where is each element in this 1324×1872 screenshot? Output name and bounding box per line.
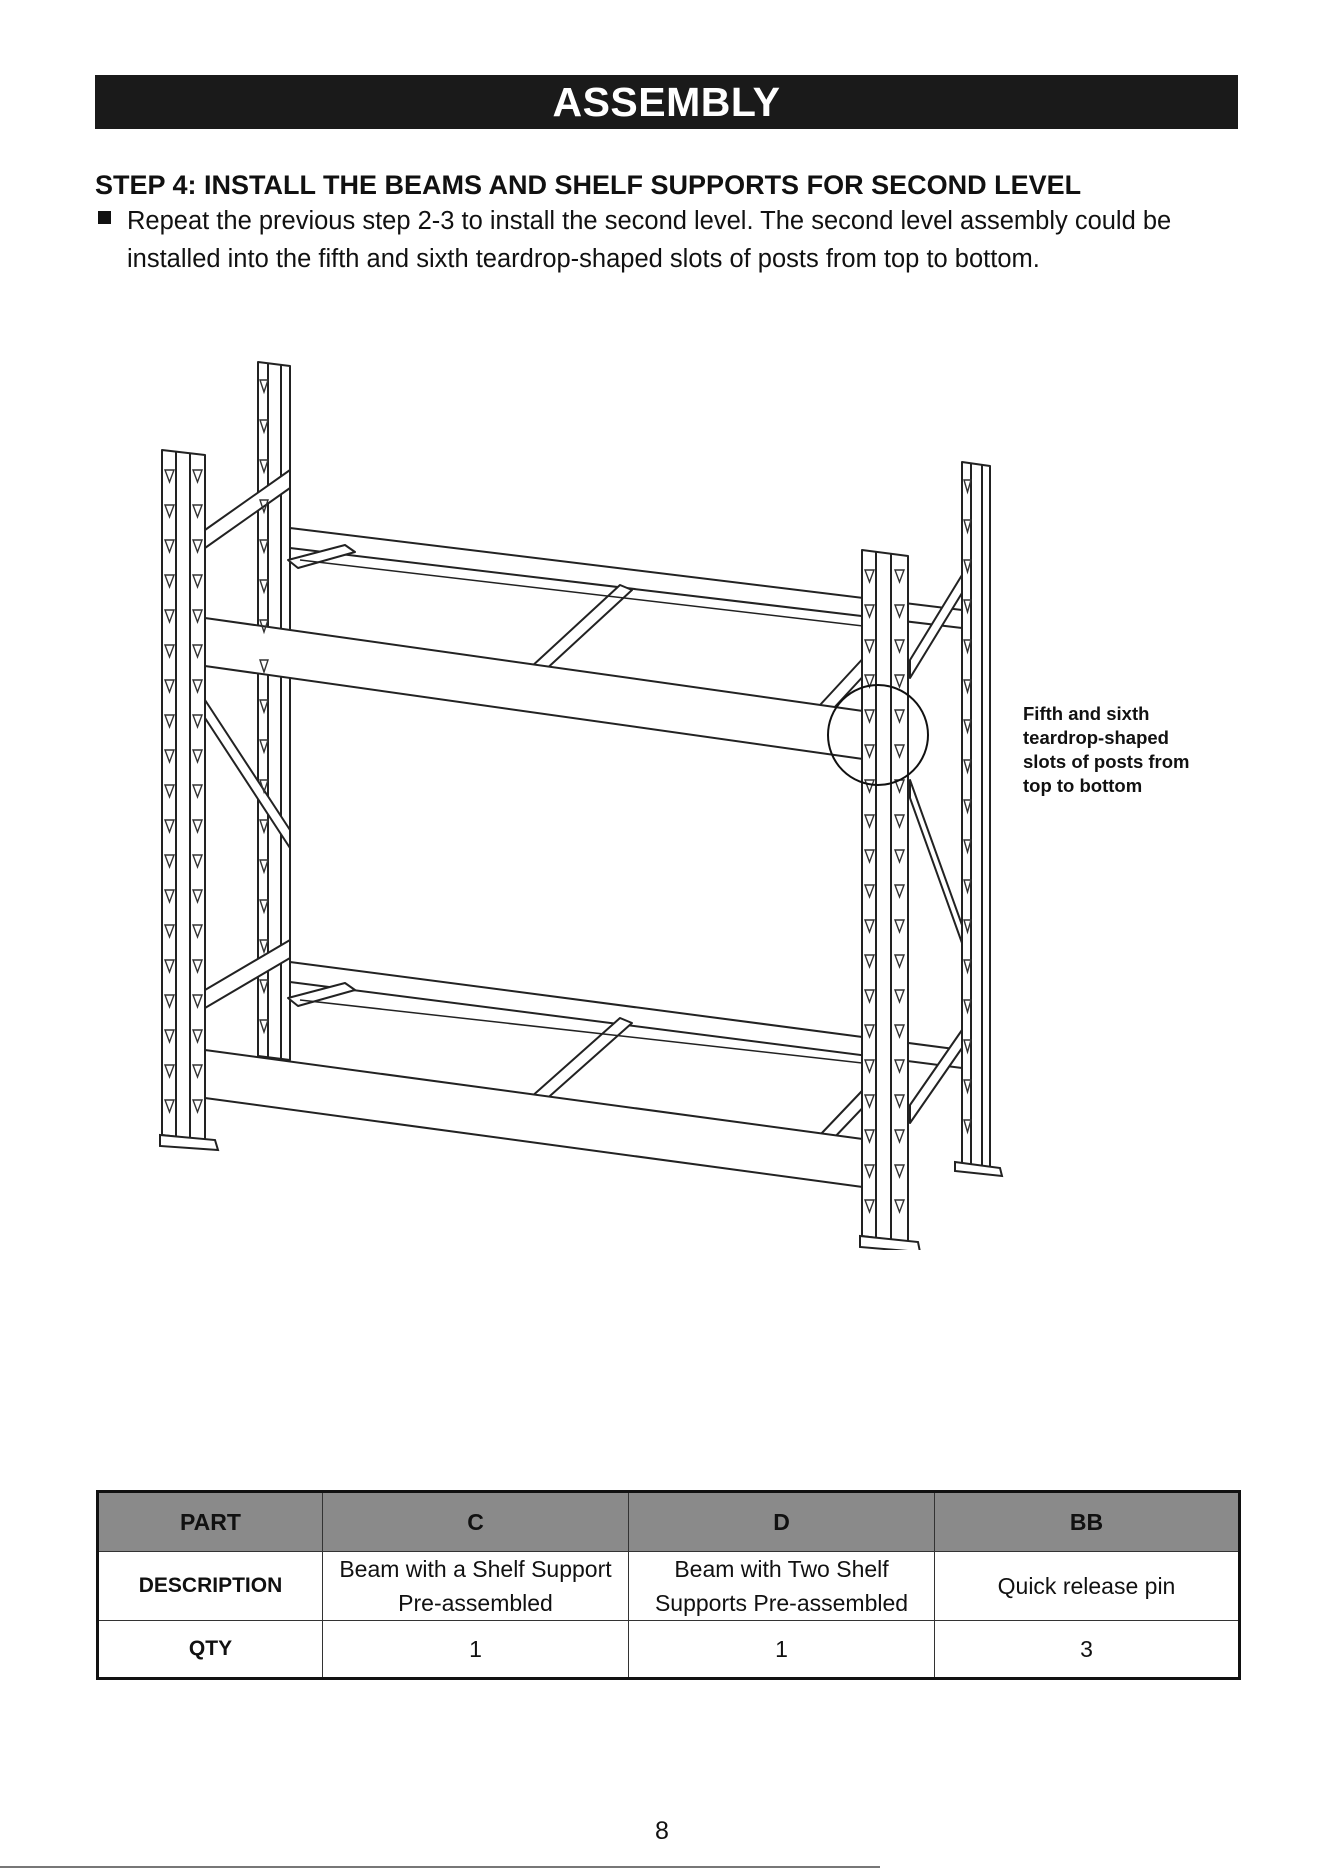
description-bb bbox=[935, 1552, 1240, 1621]
description-d bbox=[629, 1552, 935, 1621]
table-row-description bbox=[98, 1552, 1240, 1621]
front-beam-lower bbox=[205, 1050, 870, 1188]
description-c bbox=[323, 1552, 629, 1621]
part-bb: BB bbox=[935, 1492, 1240, 1552]
callout-line: top to bottom bbox=[1023, 775, 1143, 796]
row-label-qty: QTY bbox=[98, 1621, 323, 1679]
callout-line: Fifth and sixth bbox=[1023, 703, 1150, 724]
part-c: C bbox=[323, 1492, 629, 1552]
slot-callout-label bbox=[1023, 702, 1223, 798]
part-d: D bbox=[629, 1492, 935, 1552]
step-title: STEP 4: INSTALL THE BEAMS AND SHELF SUPPORTS FOR SECOND LEVEL bbox=[95, 170, 1082, 200]
description-line: Beam with a Shelf Support bbox=[339, 1556, 612, 1582]
qty-d: 1 bbox=[629, 1621, 935, 1679]
callout-line: slots of posts from bbox=[1023, 751, 1190, 772]
description-line: Quick release pin bbox=[997, 1573, 1176, 1599]
description-line: Pre-assembled bbox=[398, 1590, 553, 1616]
section-banner bbox=[95, 75, 1238, 129]
description-line: Beam with Two Shelf bbox=[674, 1556, 889, 1582]
shelving-assembly-illustration bbox=[150, 350, 1050, 1250]
bullet-square-icon bbox=[98, 211, 111, 224]
row-label-part: PART bbox=[98, 1492, 323, 1552]
qty-bb: 3 bbox=[935, 1621, 1240, 1679]
row-label-description: DESCRIPTION bbox=[98, 1552, 323, 1621]
callout-line: teardrop-shaped bbox=[1023, 727, 1169, 748]
table-row-qty bbox=[98, 1621, 1240, 1679]
right-frame-braces bbox=[910, 575, 962, 1123]
front-beam-upper bbox=[205, 618, 870, 760]
qty-c: 1 bbox=[323, 1621, 629, 1679]
description-line: Supports Pre-assembled bbox=[654, 1590, 909, 1616]
parts-table bbox=[96, 1490, 1241, 1680]
step-instruction: Repeat the previous step 2-3 to install the second level. The second level assembly could be installed into the fifth and sixth teardrop-shaped slots of posts from top to bottom. bbox=[127, 207, 1172, 273]
banner-title: ASSEMBLY bbox=[552, 78, 781, 125]
page-number: 8 bbox=[655, 1817, 669, 1845]
table-row-part bbox=[98, 1492, 1240, 1552]
footer-rule bbox=[0, 1866, 880, 1868]
